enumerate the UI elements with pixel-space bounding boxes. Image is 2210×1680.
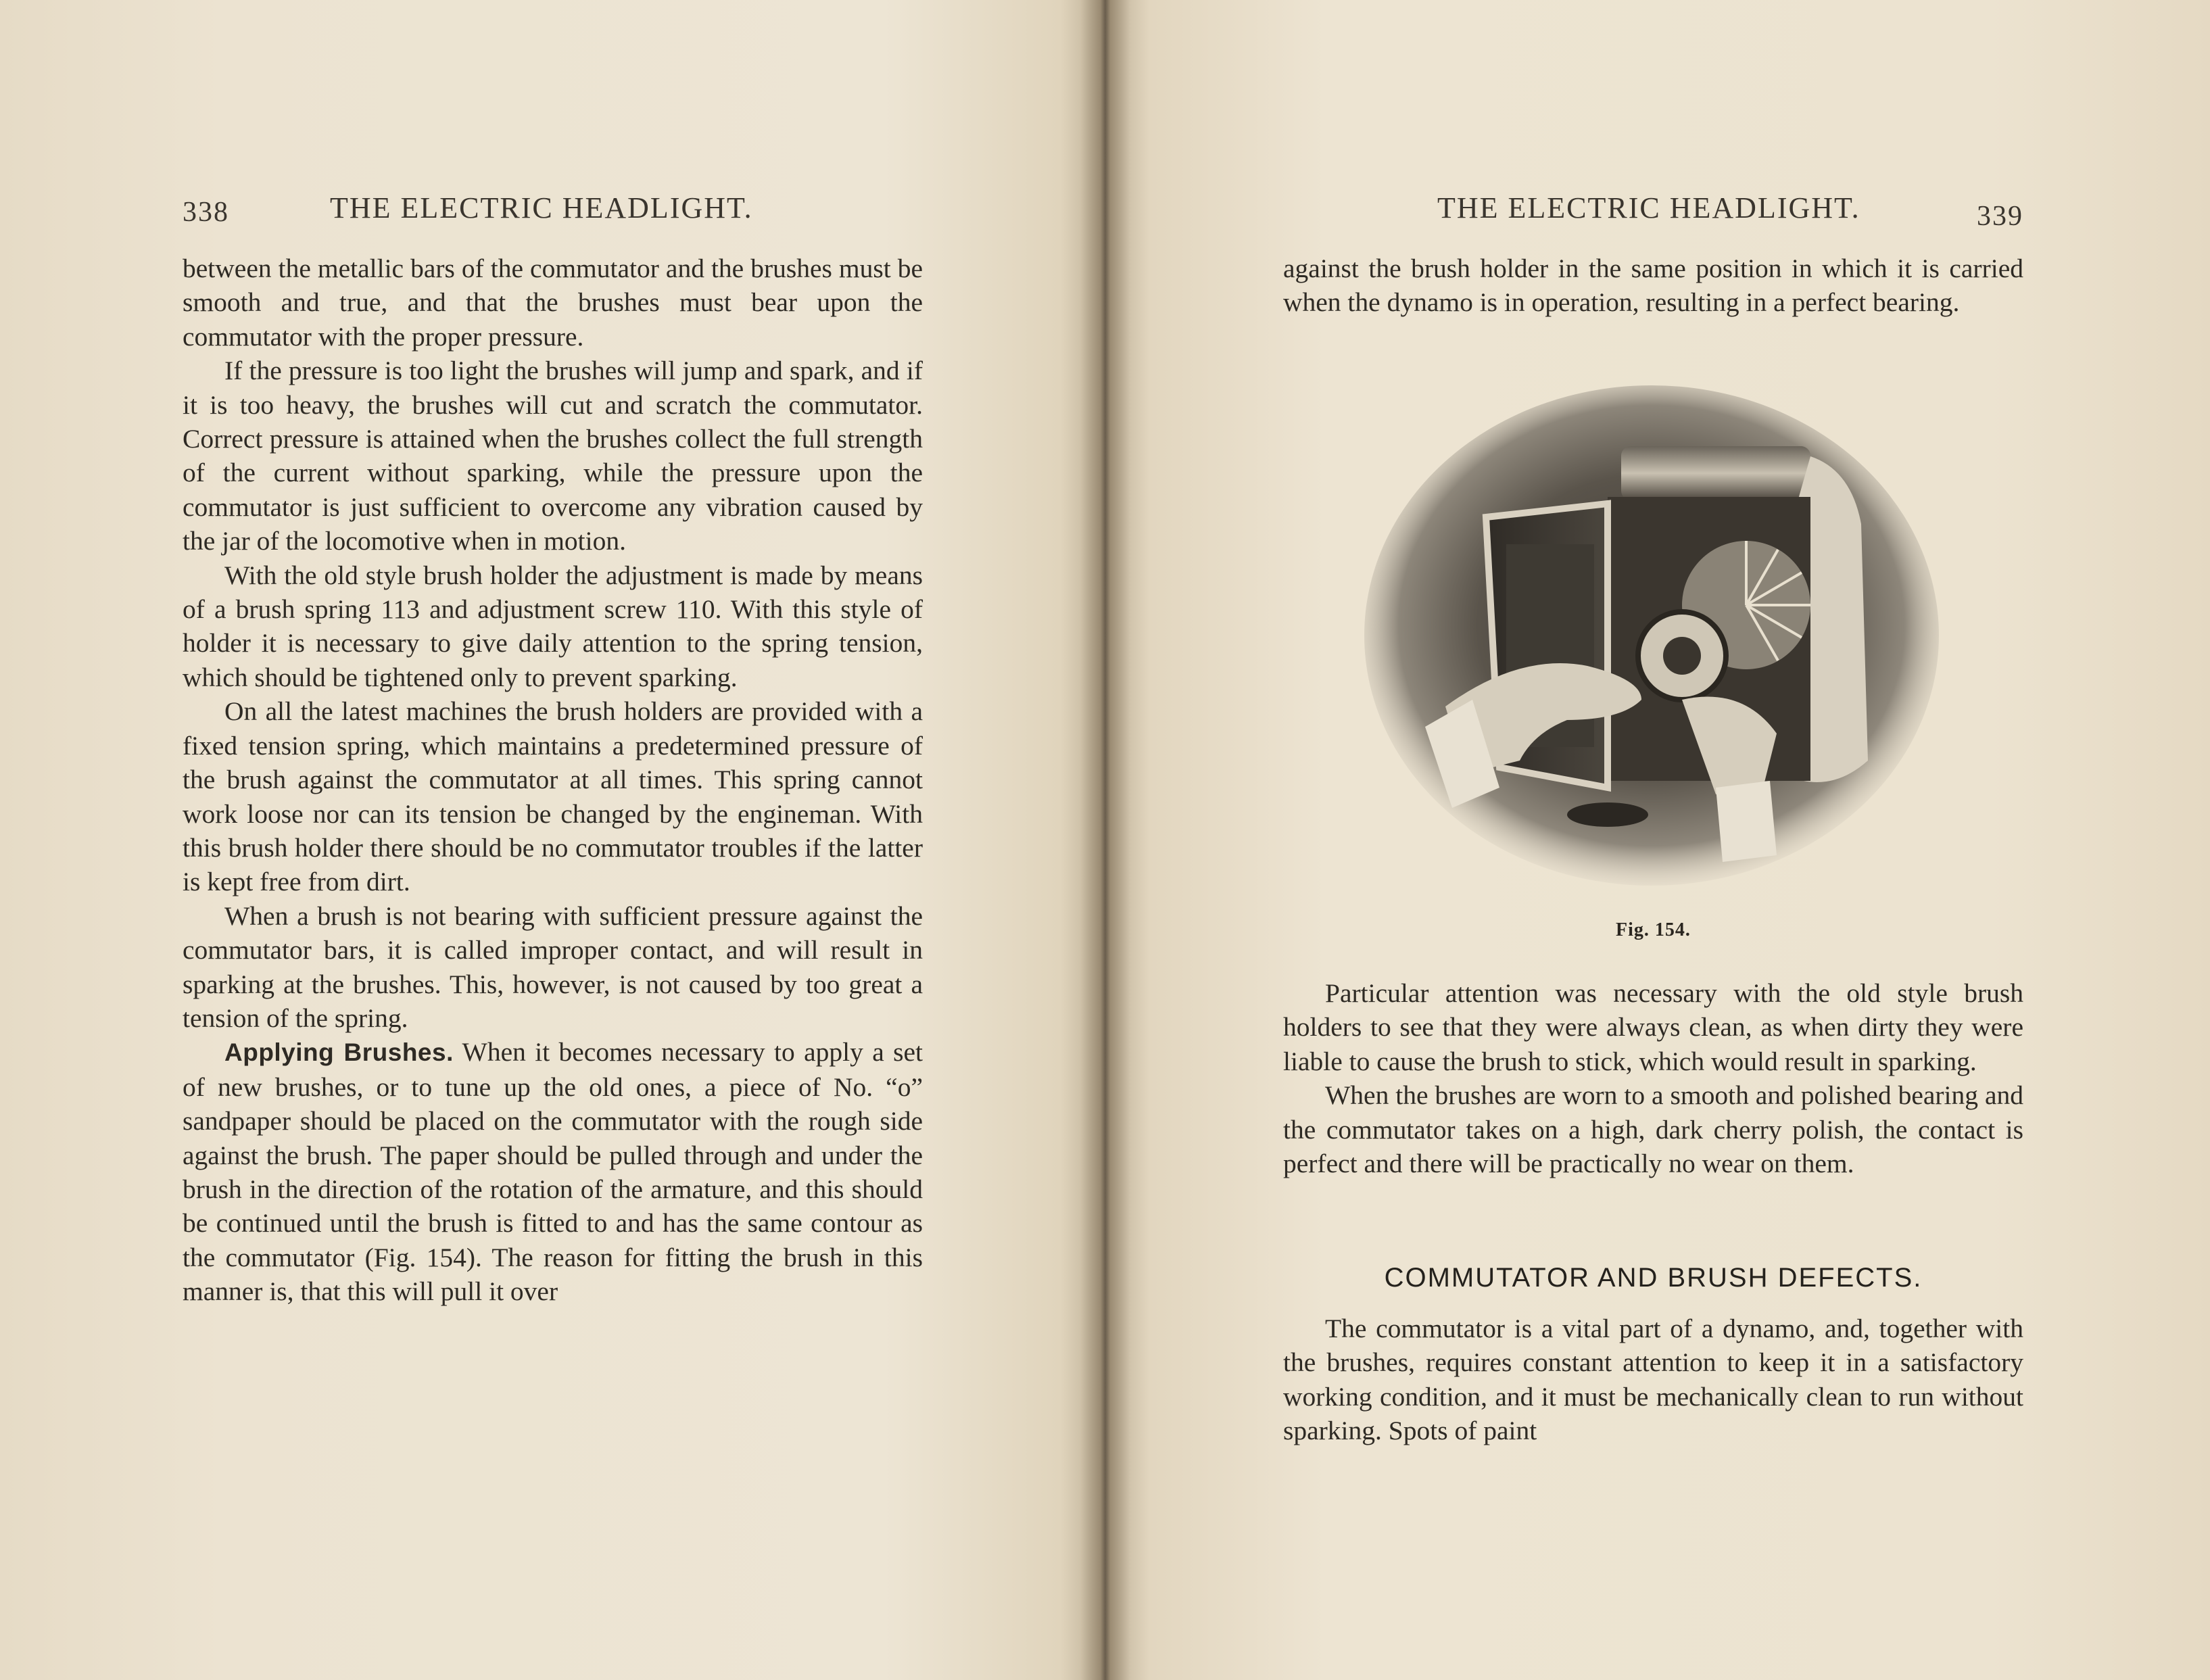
left-page-number: 338	[183, 197, 229, 228]
figure-caption: Fig. 154.	[1616, 919, 1691, 940]
right-running-head	[1283, 188, 2023, 232]
paragraph: Particular attention was necessary with the old style brush holders to see that they were always clean, as when dirty they were liable to cause the brush to stick, which would result in sparking.	[1283, 978, 2023, 1076]
left-running-title: THE ELECTRIC HEADLIGHT.	[330, 191, 753, 224]
paragraph: The commutator is a vital part of a dynamo, and, together with the brushes, requires constant attention to keep it in a satisfactory working condition, and it must be mechanically clean to run without sparking. Spots of paint	[1283, 1314, 2023, 1446]
paragraph: On all the latest machines the brush holders are provided with a fixed tension spring, which maintains a predetermined pressure of the brush against the commutator at all times. This spring cannot work loose nor can its tension be changed by the engineman. With this brush holder there should be no commutator troubles if the latter is kept free from dirt.	[183, 696, 923, 897]
applying-brushes-paragraph	[183, 1035, 923, 1308]
right-running-title: THE ELECTRIC HEADLIGHT.	[1437, 191, 1860, 224]
left-page	[183, 0, 923, 1680]
paragraph: between the metallic bars of the commutator and the brushes must be smooth and true, and that the brushes must bear upon the commutator with the proper pressure.	[183, 254, 923, 352]
right-page-number: 339	[1977, 201, 2023, 232]
paragraph: When the brushes are worn to a smooth and polished bearing and the commutator takes on a high, dark cherry polish, the contact is perfect and there will be practically no wear on them.	[1283, 1080, 2023, 1179]
dynamo-photo	[1364, 382, 1939, 896]
paragraph: When a brush is not bearing with sufficient pressure against the commutator bars, it is called improper contact, and will result in sparking at the brushes. This, however, is not caused by too great a tension of the spring.	[183, 901, 923, 1033]
section-body-text	[1283, 1312, 2023, 1448]
right-body-text	[1283, 976, 2023, 1180]
applying-brushes-heading: Applying Brushes.	[224, 1038, 454, 1067]
section-heading: COMMUTATOR AND BRUSH DEFECTS.	[1384, 1263, 1923, 1293]
right-intro-text	[1283, 251, 2023, 320]
applying-brushes-text: When it becomes necessary to apply a set of new brushes, or to tune up the old ones, a piece of No. “o” sandpaper should be placed on the commutator with the rough side against the brush. The paper should be pulled through and under the brush in the direction of the rotation of the armature, and this should be continued until the brush is fitted to and has the same contour as the commutator (Fig. 154). The reason for fitting the brush in this manner is, that this will pull it over	[183, 1037, 923, 1307]
paragraph: If the pressure is too light the brushes will jump and spark, and if it is too heavy, the brushes will cut and scratch the commutator. Correct pressure is attained when the brushes collect the full strength of the current without sparking, while the pressure upon the commutator is just sufficient to overcome any vibration caused by the jar of the locomotive when in motion.	[183, 356, 923, 556]
right-page	[1283, 0, 2023, 1680]
book-gutter	[1080, 0, 1130, 1680]
paragraph: With the old style brush holder the adjustment is made by means of a brush spring 113 and adjustment screw 110. With this style of holder it is necessary to give daily attention to the spring tension, which should be tightened only to prevent sparking.	[183, 560, 923, 692]
figure-154-illustration	[1364, 382, 1939, 896]
left-body-text	[183, 251, 923, 1309]
paragraph: against the brush holder in the same position in which it is carried when the dynamo is in operation, resulting in a perfect bearing.	[1283, 254, 2023, 318]
left-running-head	[183, 188, 923, 229]
